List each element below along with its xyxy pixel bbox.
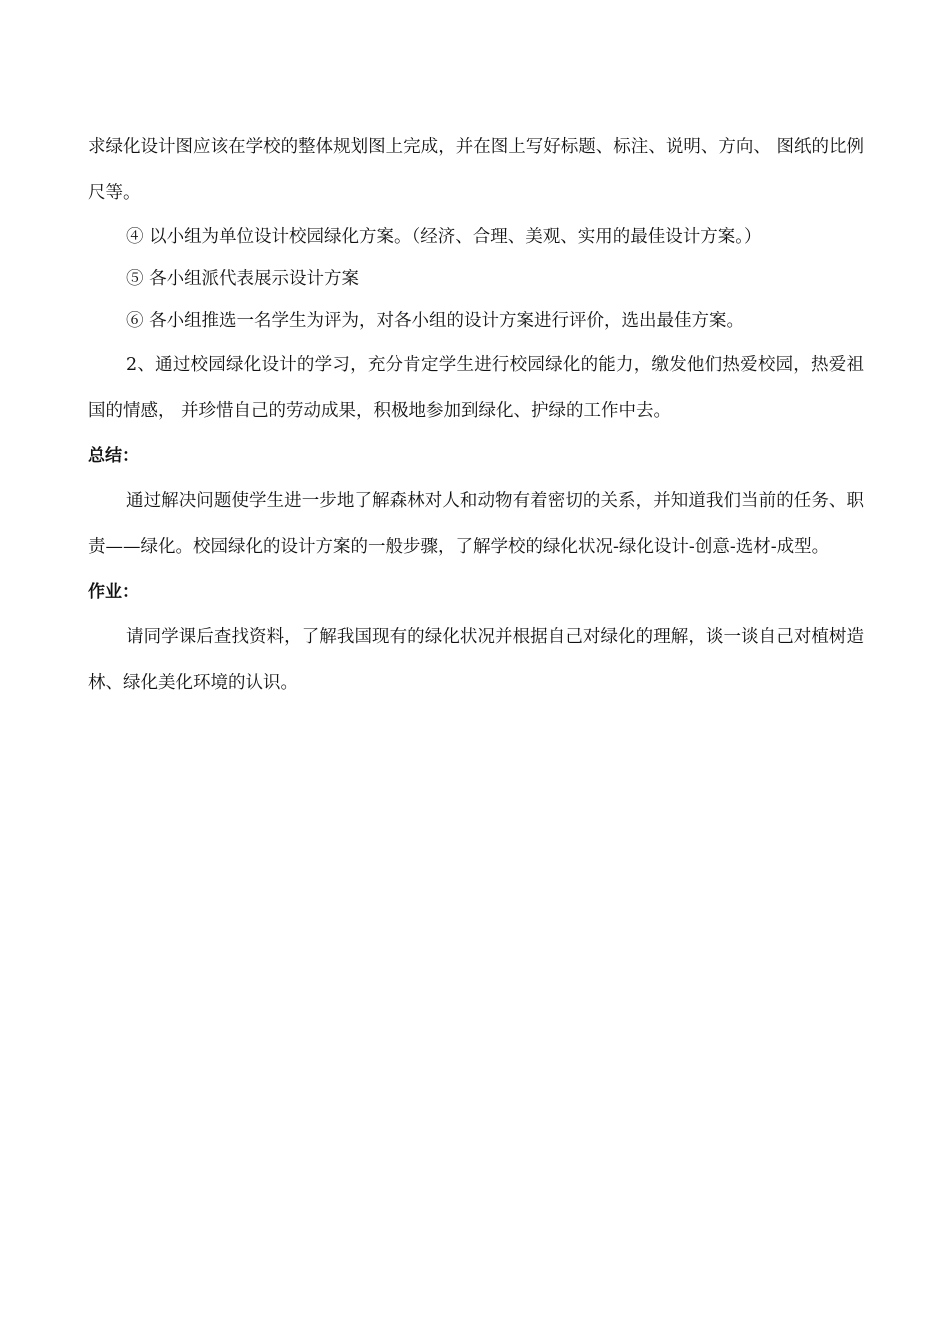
paragraph-point-2: 2、通过校园绿化设计的学习，充分肯定学生进行校园绿化的能力，缴发他们热爱校园，热爱祖国的情感， 并珍惜自己的劳动成果，积极地参加到绿化、护绿的工作中去。: [88, 355, 864, 421]
step-6: ⑥ 各小组推选一名学生为评为，对各小组的设计方案进行评价，选出最佳方案。: [126, 311, 745, 331]
summary-heading: 总结：: [88, 446, 139, 466]
summary-paragraph: 通过解决问题使学生进一步地了解森林对人和动物有着密切的关系，并知道我们当前的任务、职责——绿化。校园绿化的设计方案的一般步骤，了解学校的绿化状况-绿化设计-创意-选材-成型。: [88, 491, 864, 557]
step-4: ④ 以小组为单位设计校园绿化方案。（经济、合理、美观、实用的最佳设计方案。）: [126, 227, 762, 247]
step-5: ⑤ 各小组派代表展示设计方案: [126, 269, 360, 289]
document-body: [88, 124, 864, 706]
paragraph-design-requirements: 求绿化设计图应该在学校的整体规划图上完成，并在图上写好标题、标注、说明、方向、 图纸的比例尺等。: [88, 137, 864, 203]
homework-heading: 作业：: [88, 582, 139, 602]
homework-paragraph: 请同学课后查找资料，了解我国现有的绿化状况并根据自己对绿化的理解，谈一谈自己对植树造林、绿化美化环境的认识。: [88, 627, 864, 693]
